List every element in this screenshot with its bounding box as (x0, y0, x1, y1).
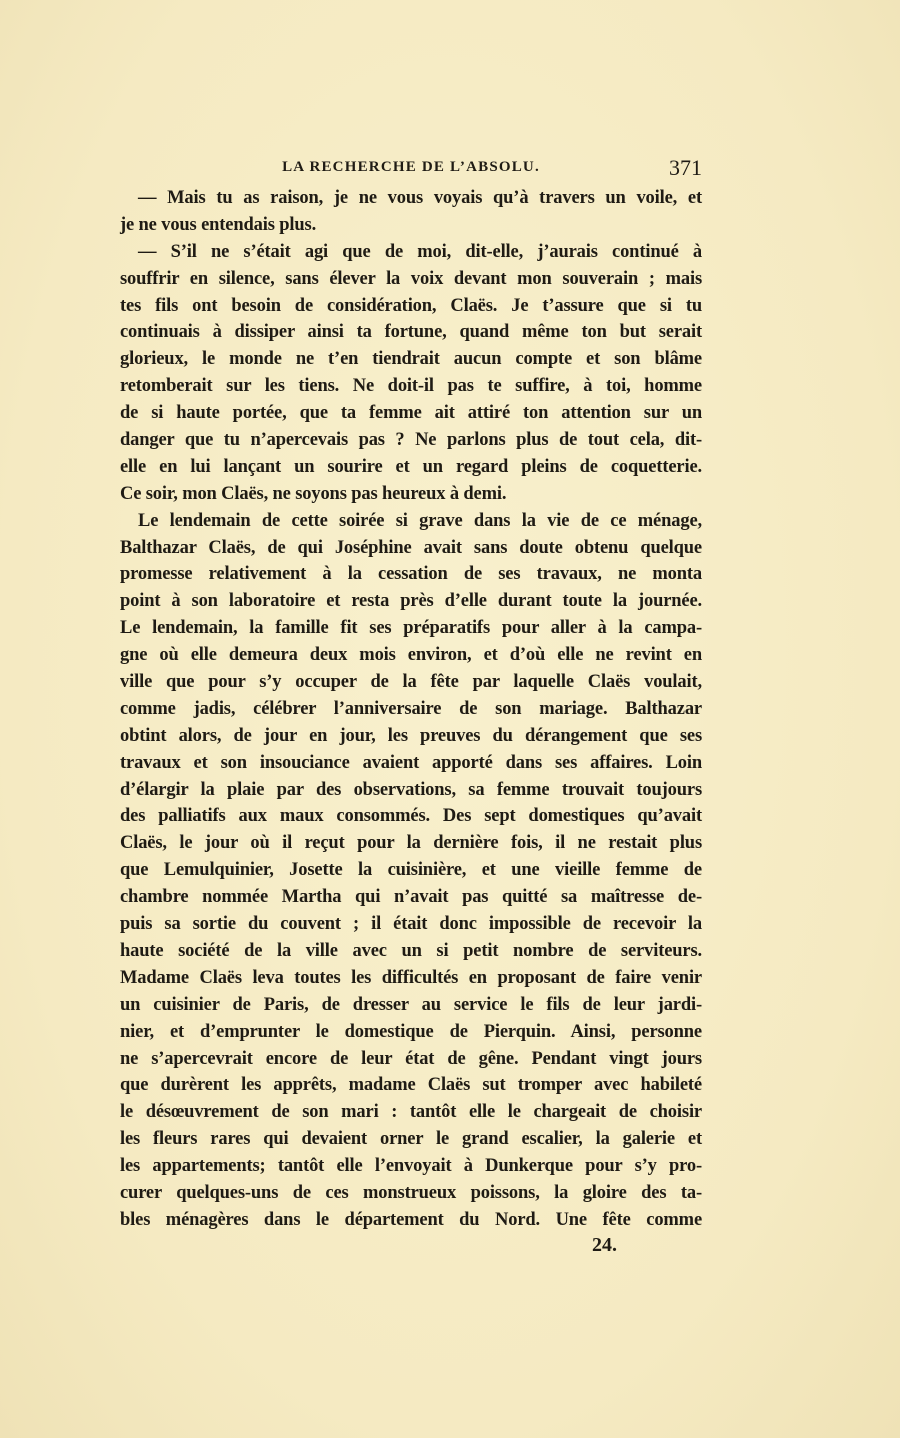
text-line: elle en lui lançant un sourire et un regard pleins de coquetterie. (120, 456, 702, 477)
running-title: LA RECHERCHE DE L’ABSOLU. (282, 159, 540, 175)
text-line: je ne vous entendais plus. (120, 214, 317, 235)
text-line: des palliatifs aux maux consommés. Des sept domestiques qu’avait (120, 806, 702, 827)
text-line: les appartements; tantôt elle l’envoyait à Dunkerque pour s’y pro- (120, 1156, 702, 1177)
text-line: obtint alors, de jour en jour, les preuves du dérangement que ses (120, 725, 702, 746)
text-line: Le lendemain, la famille fit ses préparatifs pour aller à la campa- (120, 618, 702, 639)
text-line: travaux et son insouciance avaient apporté dans ses affaires. Loin (120, 752, 702, 773)
text-line: — Mais tu as raison, je ne vous voyais qu’à travers un voile, et (138, 188, 702, 208)
text-line: que Lemulquinier, Josette la cuisinière, et une vieille femme de (120, 860, 702, 881)
text-line: nier, et d’emprunter le domestique de Pierquin. Ainsi, personne (120, 1021, 702, 1042)
text-line: haute société de la ville avec un si petit nombre de serviteurs. (120, 940, 702, 961)
text-line: le désœuvrement de son mari : tantôt elle le chargeait de choisir (120, 1102, 702, 1123)
page-number: 371 (669, 155, 702, 180)
text-line: de si haute portée, que ta femme ait attiré ton attention sur un (120, 403, 702, 424)
text-line: comme jadis, célébrer l’anniversaire de son mariage. Balthazar (120, 698, 702, 719)
text-line: curer quelques-uns de ces monstrueux poissons, la gloire des ta- (120, 1182, 702, 1203)
text-line: gne où elle demeura deux mois environ, et d’où elle ne revint en (120, 645, 702, 666)
page-header (120, 155, 702, 181)
text-line: bles ménagères dans le département du Nord. Une fête comme (120, 1209, 702, 1230)
text-line: Madame Claës leva toutes les difficultés en proposant de faire venir (120, 967, 702, 988)
text-line: — S’il ne s’était agi que de moi, dit-elle, j’aurais continué à (138, 241, 702, 262)
text-line: Claës, le jour où il reçut pour la dernière fois, il ne restait plus (120, 833, 702, 854)
text-line: glorieux, le monde ne t’en tiendrait aucun compte et son blâme (120, 349, 702, 370)
text-line: continuais à dissiper ainsi ta fortune, quand même ton but serait (120, 322, 702, 343)
text-line: Balthazar Claës, de qui Joséphine avait sans doute obtenu quelque (120, 537, 702, 558)
text-line: Le lendemain de cette soirée si grave dans la vie de ce ménage, (138, 510, 702, 531)
text-line: puis sa sortie du couvent ; il était donc impossible de recevoir la (120, 914, 702, 935)
text-line: chambre nommée Martha qui n’avait pas quitté sa maîtresse de- (120, 887, 702, 908)
text-line: point à son laboratoire et resta près d’elle durant toute la journée. (120, 591, 702, 612)
text-line: promesse relativement à la cessation de ses travaux, ne monta (120, 564, 702, 585)
signature-mark: 24. (592, 1234, 617, 1256)
text-line: d’élargir la plaie par des observations, sa femme trouvait toujours (120, 779, 702, 800)
text-line: tes fils ont besoin de considération, Claës. Je t’assure que si tu (120, 295, 702, 316)
text-line: un cuisinier de Paris, de dresser au service le fils de leur jardi- (120, 994, 702, 1015)
text-line: Ce soir, mon Claës, ne soyons pas heureux à demi. (120, 483, 507, 504)
text-line: ville que pour s’y occuper de la fête par laquelle Claës voulait, (120, 672, 702, 693)
text-line: retomberait sur les tiens. Ne doit-il pas te suffire, à toi, homme (120, 376, 702, 397)
text-line: les fleurs rares qui devaient orner le grand escalier, la galerie et (120, 1129, 702, 1150)
text-line: que durèrent les apprêts, madame Claës sut tromper avec habileté (120, 1075, 702, 1096)
text-line: ne s’apercevrait encore de leur état de gêne. Pendant vingt jours (120, 1048, 702, 1069)
text-line: souffrir en silence, sans élever la voix devant mon souverain ; mais (120, 268, 702, 289)
text-line: danger que tu n’apercevais pas ? Ne parlons plus de tout cela, dit- (120, 430, 702, 451)
page-body-text (120, 185, 702, 1234)
